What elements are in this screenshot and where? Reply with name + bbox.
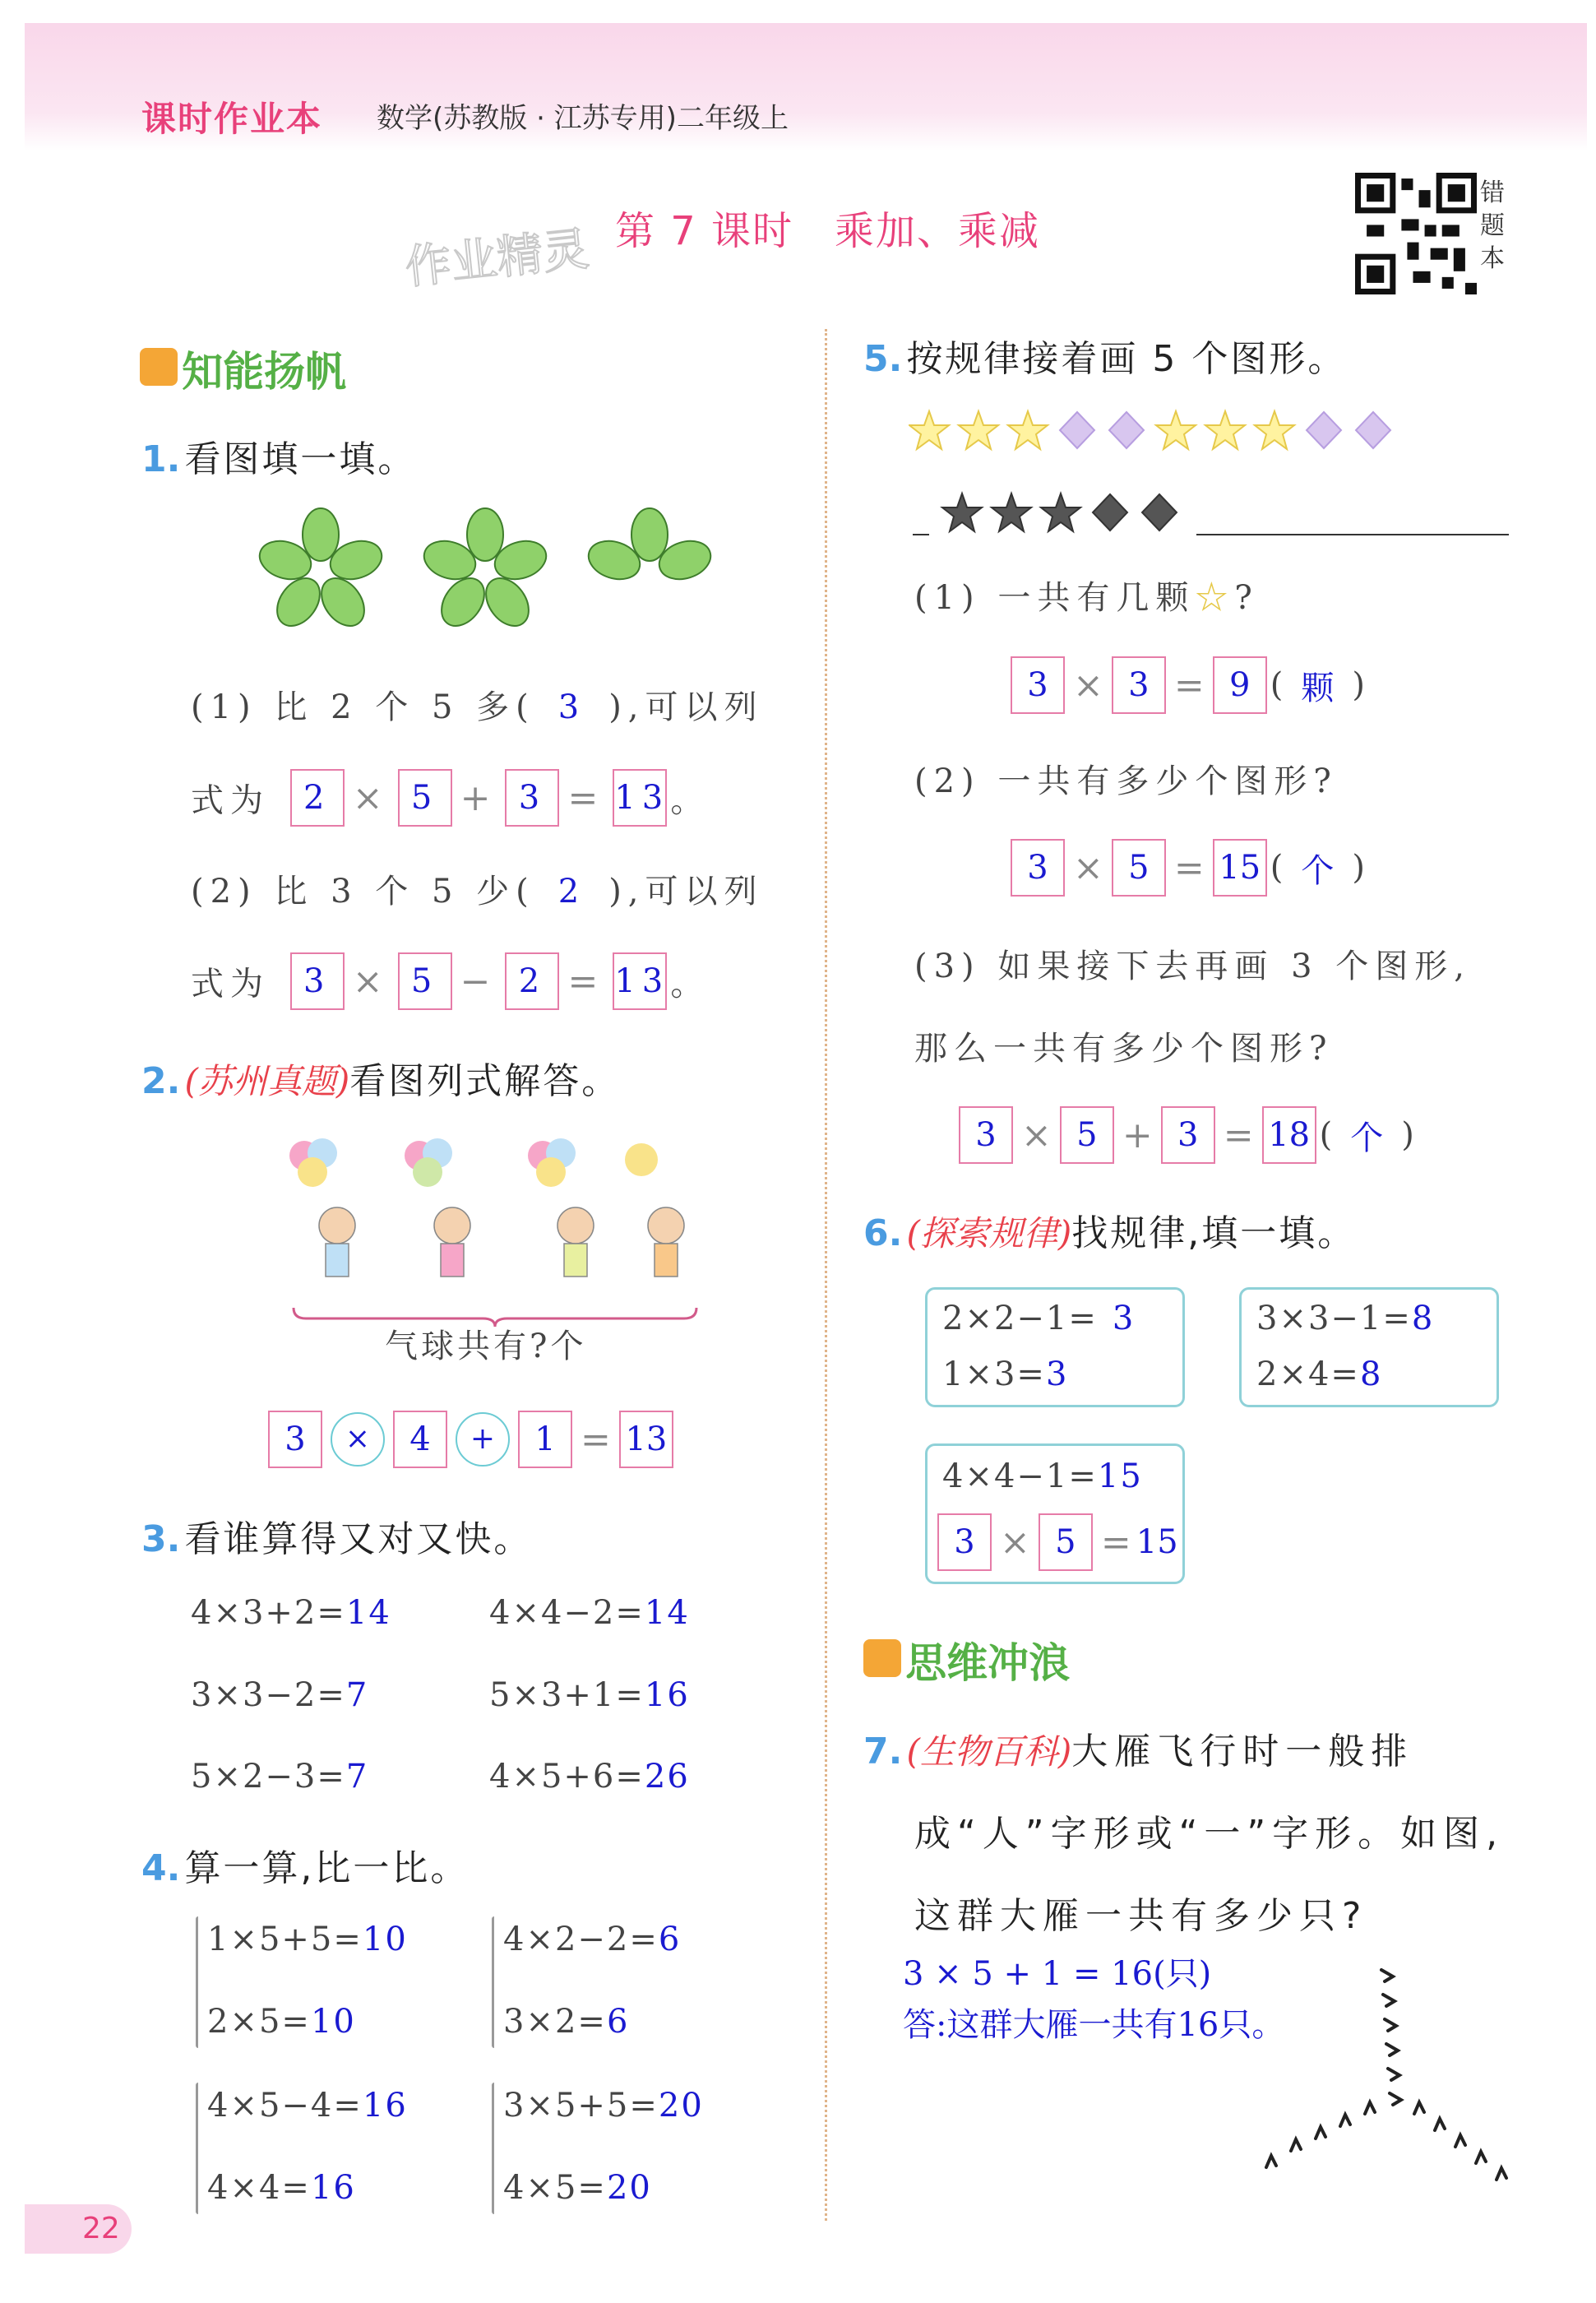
- q3-row-3b: 4×5+6=26: [489, 1758, 690, 1796]
- q1-part1-equation: 式为 2 × 5 + 3 = 13。: [191, 769, 710, 827]
- balloon-caption: 气球共有?个: [385, 1328, 587, 1365]
- q4-g4-a: 3×5+5=20: [503, 2087, 704, 2125]
- question-5-title: 5. 按规律接着画 5 个图形。: [863, 338, 1347, 380]
- q5-part1: (1) 一共有几颗☆?: [914, 579, 1259, 617]
- pattern-box-1: 2×2−1= 3 1×3=3: [925, 1287, 1185, 1407]
- qr-label: 错题本: [1480, 178, 1505, 273]
- pattern-box-2: 3×3−1=8 2×4=8: [1239, 1287, 1499, 1407]
- q3-row-2: 3×3−2=7: [191, 1676, 369, 1714]
- q4-g1-b: 2×5=10: [207, 2003, 356, 2041]
- q3-row-1: 4×3+2=14: [191, 1594, 391, 1632]
- q1-blank-2[interactable]: 2: [557, 873, 586, 911]
- q5-part1-equation: 3 × 3 = 9 ( 颗 ): [1007, 656, 1365, 714]
- question-6-title: 6. (探索规律)找规律,填一填。: [863, 1212, 1357, 1254]
- q4-g1-a: 1×5+5=10: [207, 1921, 408, 1958]
- q4-g3-b: 4×4=16: [207, 2169, 356, 2207]
- q4-g4-b: 4×5=20: [503, 2169, 652, 2207]
- q1-part2-line: (2) 比 3 个 5 少( 2 ),可以列: [191, 873, 764, 911]
- book-subtitle: 数学(苏教版 · 江苏专用)二年级上: [377, 102, 789, 135]
- q1-part2-equation: 式为 3 × 5 − 2 = 13。: [191, 952, 710, 1010]
- q4-g2-b: 3×2=6: [503, 2003, 630, 2041]
- q3-row-1b: 4×4−2=14: [489, 1594, 690, 1632]
- question-7-title: 7. (生物百科)大雁飞行时一般排: [863, 1731, 1414, 1772]
- section-heading-1: 知能扬帆: [140, 339, 346, 398]
- question-4-title: 4. 算一算,比一比。: [141, 1847, 470, 1889]
- geese-formation-illustration: [1258, 1962, 1521, 2200]
- page-number: 22: [25, 2204, 132, 2254]
- question-2-title: 2. (苏州真题)看图列式解答。: [141, 1060, 621, 1102]
- q4-g2-a: 4×2−2=6: [503, 1921, 682, 1958]
- sail-icon: [140, 348, 178, 386]
- q7-text-3: 这群大雁一共有多少只?: [914, 1895, 1368, 1937]
- q4-brace-3: [196, 2083, 198, 2214]
- drawn-pattern-answer: [913, 489, 1513, 539]
- q7-answer-sentence[interactable]: 答:这群大雁一共有16只。: [903, 2006, 1285, 2044]
- q3-row-2b: 5×3+1=16: [489, 1676, 690, 1714]
- section-heading-2: 思维冲浪: [863, 1630, 1070, 1689]
- q7-answer-equation[interactable]: 3 × 5 + 1 = 16(只): [903, 1955, 1212, 1993]
- leaves-illustration: [247, 502, 740, 642]
- q1-blank-1[interactable]: 3: [557, 688, 586, 726]
- q4-brace-2: [492, 1916, 494, 2048]
- book-brand: 课时作业本: [141, 99, 323, 139]
- q2-equation: 3 × 4 + 1 = 13: [265, 1411, 677, 1468]
- q4-brace-4: [492, 2083, 494, 2214]
- lesson-title: 第 7 课时 乘加、乘减: [615, 208, 1041, 254]
- star-icon: ☆: [1195, 579, 1235, 617]
- q7-text-2: 成“人”字形或“一”字形。如图,: [914, 1813, 1505, 1855]
- q5-part2-equation: 3 × 5 = 15 ( 个 ): [1007, 839, 1365, 897]
- question-1-title: 1. 看图填一填。: [141, 438, 417, 480]
- column-divider: [825, 329, 827, 2221]
- pattern-box-3: 4×4−1=15 3 × 5 = 15: [925, 1443, 1185, 1584]
- wave-icon: [863, 1639, 901, 1677]
- q5-part3-line1: (3) 如果接下去再画 3 个图形,: [914, 948, 1471, 985]
- question-3-title: 3. 看谁算得又对又快。: [141, 1518, 533, 1560]
- kids-with-balloons-illustration: [271, 1135, 715, 1316]
- q5-part2: (2) 一共有多少个图形?: [914, 762, 1338, 800]
- pattern-shapes-row: [909, 407, 1402, 456]
- q1-part1-line: (1) 比 2 个 5 多( 3 ),可以列: [191, 688, 764, 726]
- q5-part3-equation: 3 × 5 + 3 = 18 ( 个 ): [955, 1106, 1414, 1164]
- qr-code-icon[interactable]: [1355, 173, 1477, 294]
- watermark: 作业精灵: [402, 222, 592, 295]
- q4-brace-1: [196, 1916, 198, 2048]
- q5-part3-line2: 那么一共有多少个图形?: [914, 1030, 1334, 1068]
- q3-row-3: 5×2−3=7: [191, 1758, 369, 1796]
- q4-g3-a: 4×5−4=16: [207, 2087, 408, 2125]
